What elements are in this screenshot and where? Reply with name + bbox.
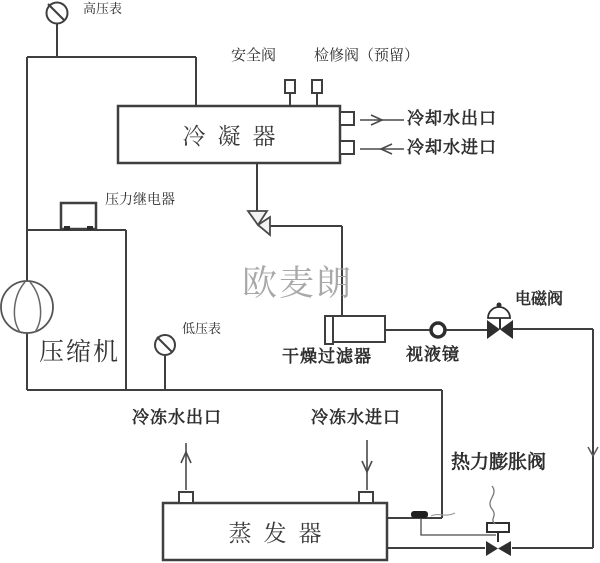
low-pressure-gauge-icon <box>155 335 175 355</box>
cooling-water-inlet-label: 冷却水进口 <box>407 138 497 157</box>
chilled-water-in-arrow-icon <box>362 440 372 490</box>
condenser-label: 冷凝器 <box>182 123 288 149</box>
cooling-water-in-arrow-icon <box>360 144 404 154</box>
cooling-water-outlet-label: 冷却水出口 <box>407 109 497 128</box>
cooling-water-nozzles <box>340 112 354 154</box>
sight-glass-label: 视液镜 <box>406 345 460 364</box>
txv-label: 热力膨胀阀 <box>451 452 547 473</box>
pressure-relay-box <box>61 203 96 230</box>
evaporator-label: 蒸发器 <box>228 520 334 546</box>
compressor-icon <box>1 281 53 333</box>
chilled-water-nozzles <box>179 492 373 503</box>
sight-glass-icon <box>431 323 445 337</box>
compressor-label: 压缩机 <box>39 338 121 366</box>
pressure-relay-label: 压力继电器 <box>105 191 175 207</box>
chilled-water-outlet-label: 冷冻水出口 <box>132 408 222 427</box>
safety-valve-label: 安全阀 <box>231 47 277 64</box>
solenoid-valve-label: 电磁阀 <box>515 291 564 308</box>
service-valve-label: 检修阀（预留） <box>314 47 420 64</box>
lp-gauge-label: 低压表 <box>182 321 222 336</box>
hp-gauge-label: 高压表 <box>83 1 123 16</box>
cooling-water-out-arrow-icon <box>360 115 404 125</box>
service-valve-stub-icon <box>312 80 322 106</box>
filter-drier-label: 干燥过滤器 <box>282 347 372 366</box>
high-pressure-gauge-icon <box>47 3 68 24</box>
txv-sensing-bulb-icon <box>411 511 496 535</box>
filter-drier-icon <box>325 316 385 344</box>
angle-valve-icon <box>248 211 270 235</box>
solenoid-valve-icon <box>487 303 513 340</box>
watermark: 欧麦朗 <box>242 264 354 303</box>
chilled-water-out-arrow-icon <box>181 443 191 490</box>
txv-icon <box>486 486 511 556</box>
chilled-water-inlet-label: 冷冻水进口 <box>311 408 401 427</box>
txv-leader-squiggle <box>490 486 495 524</box>
safety-valve-stub-icon <box>285 80 295 106</box>
